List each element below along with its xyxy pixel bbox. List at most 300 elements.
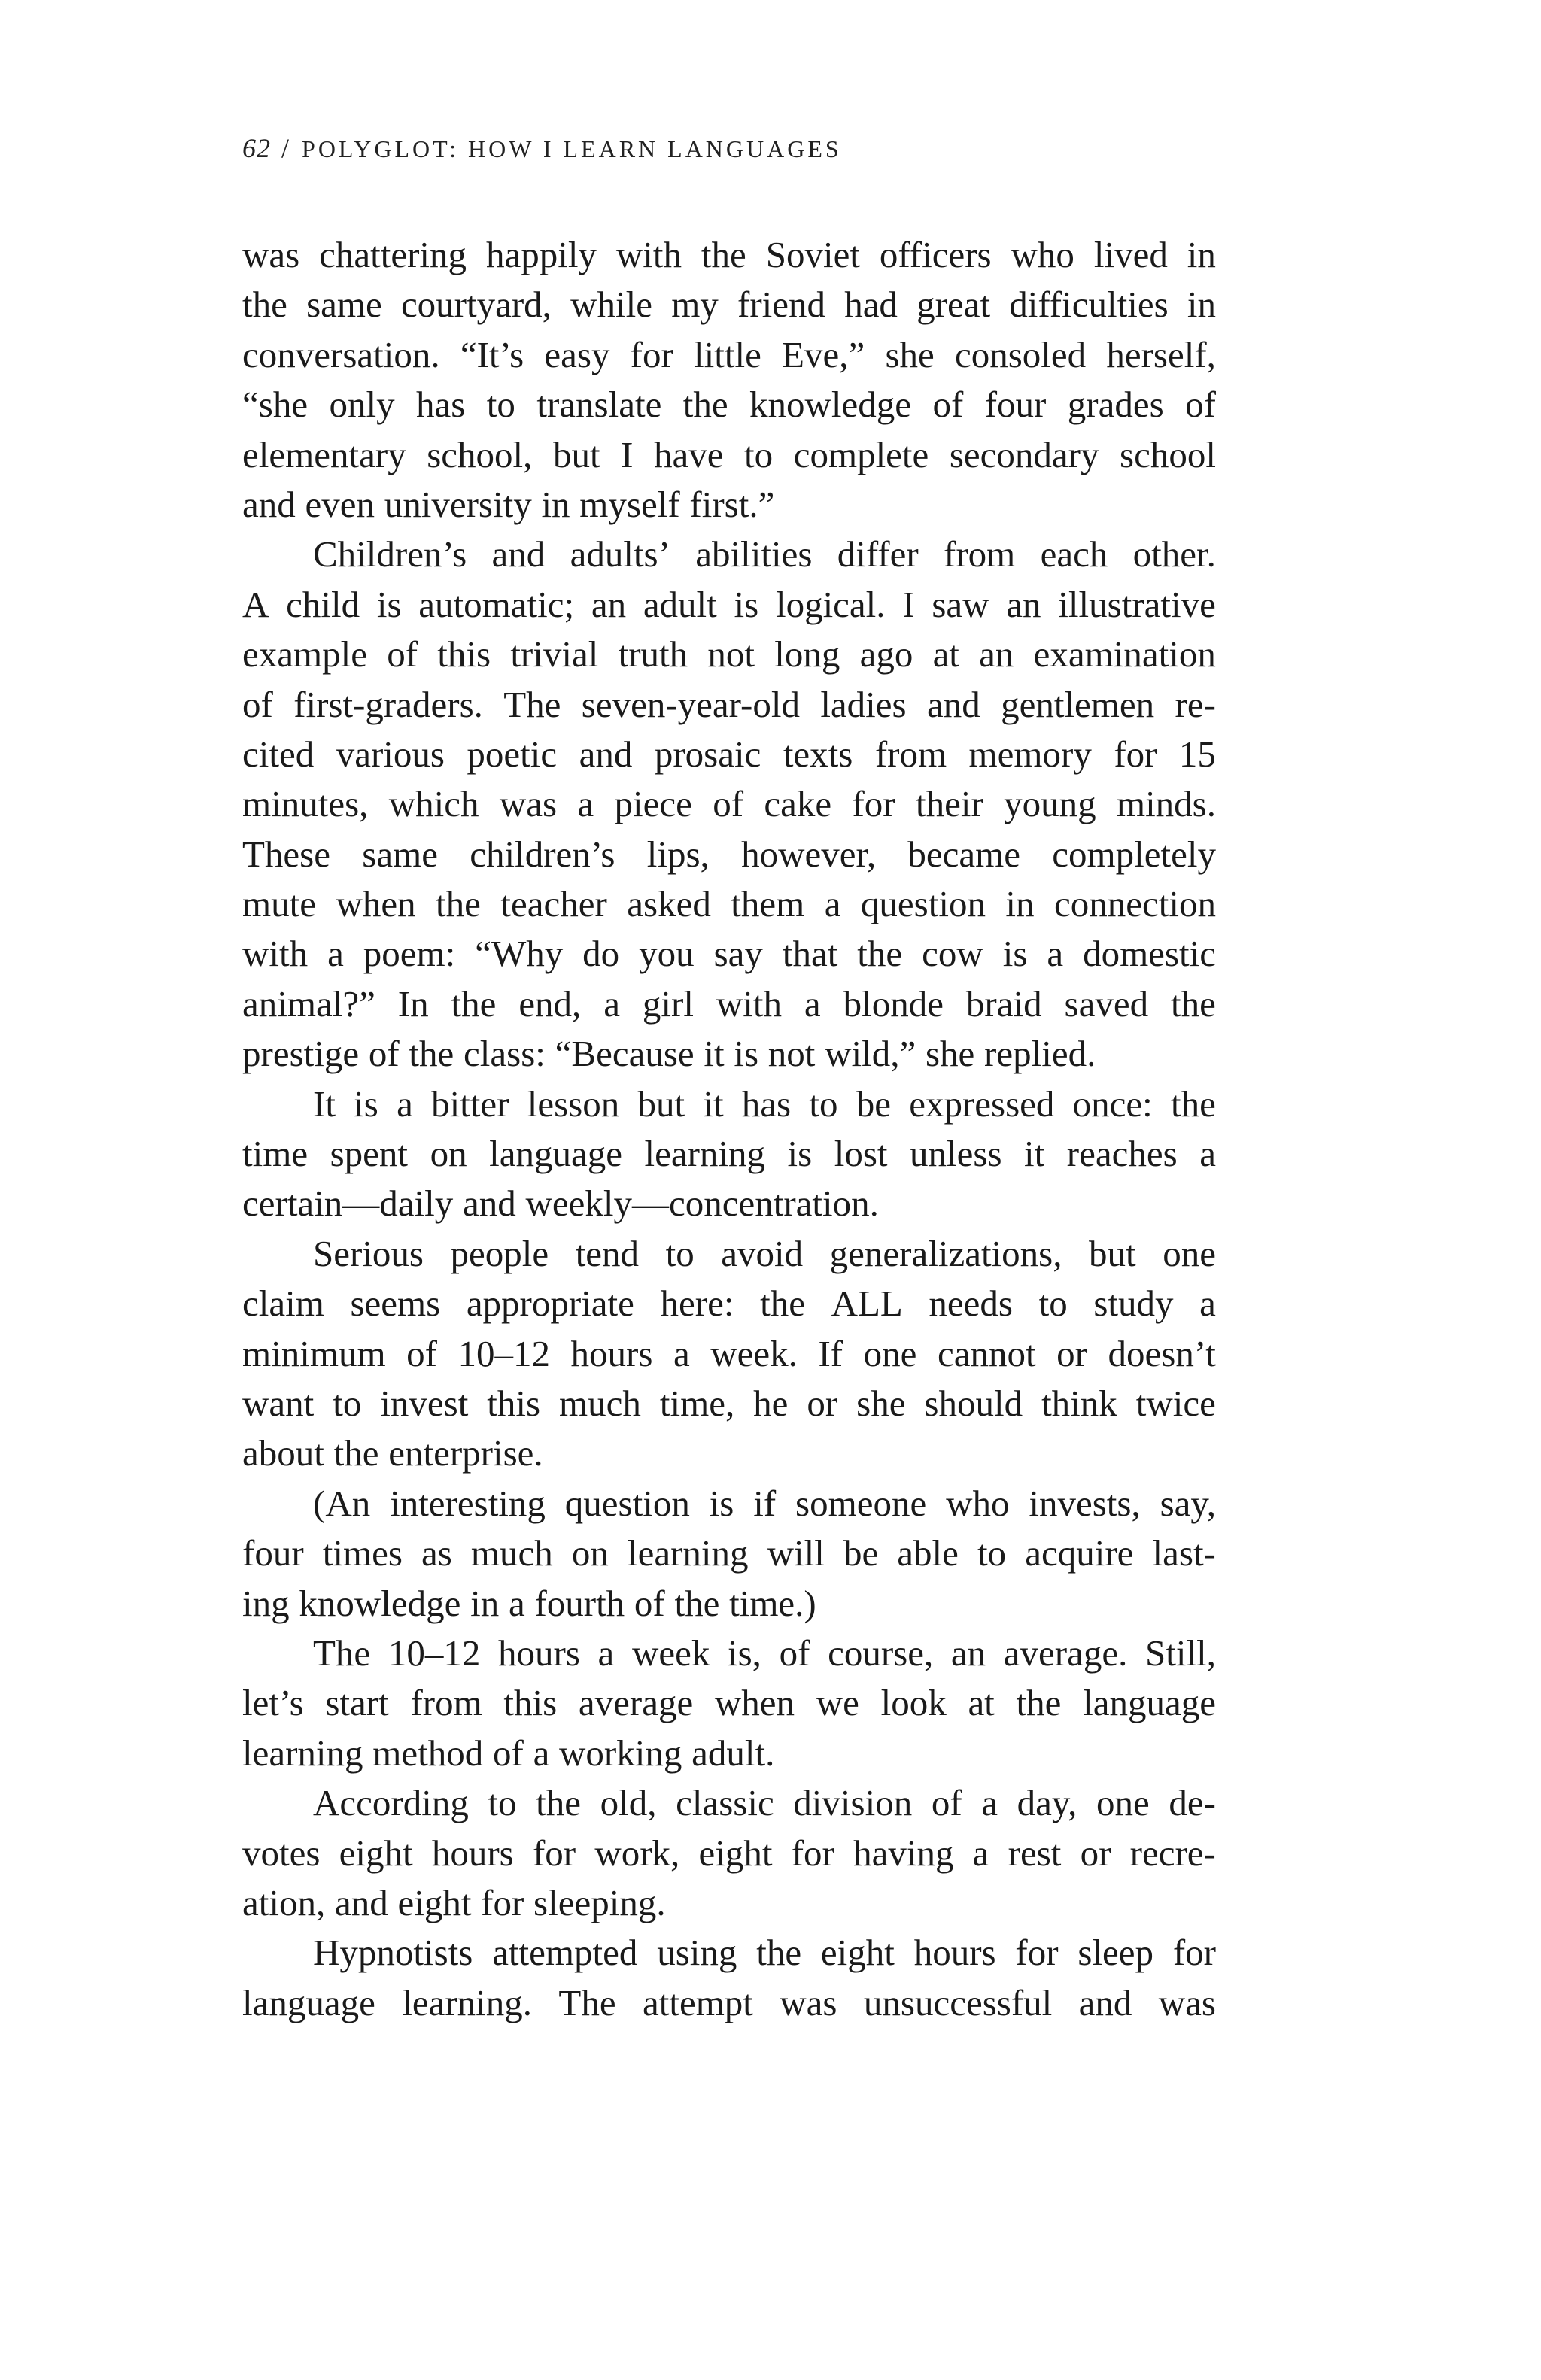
word: Children’s (313, 533, 467, 575)
text-line (242, 380, 1216, 430)
word: one (1163, 1232, 1216, 1274)
word: a (533, 1732, 550, 1774)
text-line (242, 1829, 1216, 1878)
text-line (242, 1279, 1216, 1328)
word: other. (1132, 533, 1216, 575)
text-line (242, 1079, 1216, 1129)
word: adult. (691, 1732, 775, 1774)
word: unsuccessful (863, 1981, 1053, 2023)
word: here: (660, 1283, 734, 1325)
word: was (780, 1981, 837, 2023)
text-line (242, 230, 1216, 280)
word: lips, (646, 833, 710, 875)
word: friend (737, 284, 825, 326)
word: let’s (242, 1682, 304, 1724)
word: in (541, 483, 570, 525)
word: not (707, 633, 755, 675)
word: having (853, 1832, 954, 1874)
word: texts (783, 733, 853, 775)
word: unless (910, 1133, 1002, 1175)
word: eight (820, 1932, 895, 1974)
word: “she (242, 384, 309, 426)
word: university (384, 483, 532, 525)
word: using (657, 1932, 737, 1974)
text-line (242, 430, 1216, 480)
word: is (354, 1082, 378, 1125)
word: learning (627, 1532, 749, 1574)
word: for (532, 1832, 576, 1874)
text-line (242, 680, 1216, 730)
word: a (597, 1632, 615, 1674)
word: eight (339, 1832, 413, 1874)
page-number: 62 (242, 133, 271, 163)
word: The (558, 1981, 616, 2023)
word: average. (1003, 1632, 1128, 1674)
word: it (703, 1082, 724, 1125)
word: times (322, 1532, 403, 1574)
word: at (968, 1682, 995, 1724)
word: the (674, 1582, 720, 1624)
word: ALL (831, 1283, 903, 1325)
word: or (1080, 1832, 1111, 1874)
text-line (242, 1778, 1216, 1828)
word: want (242, 1382, 315, 1424)
text-line (242, 1428, 1216, 1478)
word: she (856, 1382, 906, 1424)
word: secondary (949, 433, 1099, 475)
word: In (397, 982, 429, 1025)
word: say, (1160, 1482, 1216, 1524)
word: complete (793, 433, 929, 475)
word: will (767, 1532, 825, 1574)
word: last- (1152, 1532, 1216, 1574)
word: a (1199, 1283, 1216, 1325)
word: she (885, 333, 935, 375)
text-line (242, 1579, 1216, 1629)
word: courtyard, (400, 284, 552, 326)
word: to (488, 1782, 517, 1824)
word: certain—daily (242, 1182, 454, 1225)
word: however, (741, 833, 877, 875)
word: seems (350, 1283, 441, 1325)
word: an (1006, 583, 1041, 625)
word: was (242, 234, 300, 275)
word: time, (659, 1382, 735, 1424)
word: of (634, 1582, 665, 1624)
word: minutes, (242, 783, 369, 825)
text-line (242, 979, 1216, 1029)
word: learning (242, 1732, 363, 1774)
text-line (242, 779, 1216, 829)
word: language (242, 1981, 375, 2023)
word: lived (1093, 234, 1168, 275)
word: Still, (1145, 1632, 1216, 1674)
word: for (1172, 1932, 1216, 1974)
word: minds. (1116, 783, 1216, 825)
text-line (242, 929, 1216, 979)
word: say (713, 933, 763, 975)
word: consoled (954, 333, 1087, 375)
word: and (334, 1881, 388, 1923)
word: the (409, 1033, 454, 1075)
word: completely (1052, 833, 1216, 875)
text-line (242, 1878, 1216, 1928)
word: a (397, 1082, 413, 1125)
word: as (421, 1532, 452, 1574)
word: or (1056, 1332, 1087, 1374)
word: little (694, 333, 761, 375)
word: or (807, 1382, 838, 1424)
word: adult (643, 583, 717, 625)
word: of (713, 783, 744, 825)
word: happily (485, 234, 597, 275)
text-line (242, 1379, 1216, 1428)
word: difficulties (1009, 284, 1169, 326)
word: is (376, 583, 402, 625)
word: has (741, 1082, 792, 1125)
word: on (571, 1532, 609, 1574)
text-line (242, 1528, 1216, 1578)
word: classic (676, 1782, 774, 1824)
word: from (944, 533, 1016, 575)
word: has (416, 384, 466, 426)
word: of (931, 1782, 962, 1824)
text-line (242, 830, 1216, 879)
word: gentlemen (1001, 683, 1155, 725)
word: in (1187, 284, 1216, 326)
word: prestige (242, 1033, 360, 1075)
word: same (306, 284, 382, 326)
word: poem: (363, 933, 456, 975)
word: tend (575, 1232, 640, 1274)
word: invest (380, 1382, 469, 1424)
word: conversation. (242, 333, 440, 375)
word: we (816, 1682, 859, 1724)
word: the (857, 933, 903, 975)
word: for (852, 783, 895, 825)
word: saw (932, 583, 989, 625)
word: the (451, 982, 497, 1025)
body-text (242, 230, 1216, 2028)
word: class: (464, 1033, 546, 1075)
word: if (753, 1482, 777, 1524)
word: in (1005, 883, 1035, 925)
word: the (1171, 982, 1216, 1025)
word: their (915, 783, 983, 825)
word: about (242, 1432, 324, 1474)
word: an (591, 583, 627, 625)
word: braid (965, 982, 1042, 1025)
word: a (508, 1582, 525, 1624)
word: eight (698, 1832, 773, 1874)
word: is (1002, 933, 1028, 975)
word: reaches (1066, 1133, 1178, 1175)
word: is (734, 1033, 759, 1075)
word: four (984, 384, 1047, 426)
word: which (388, 783, 479, 825)
word: working (559, 1732, 682, 1774)
word: adults’ (570, 533, 670, 575)
word: old, (600, 1782, 657, 1824)
word: for (1015, 1932, 1059, 1974)
word: time.) (729, 1582, 816, 1624)
word: for (630, 333, 673, 375)
word: logical. (775, 583, 886, 625)
word: 15 (1178, 733, 1216, 775)
word: replied. (984, 1033, 1096, 1075)
word: that (782, 933, 838, 975)
word: week (631, 1632, 710, 1674)
word: ago (859, 633, 913, 675)
word: for (1114, 733, 1157, 775)
text-line (242, 1229, 1216, 1279)
word: my (671, 284, 719, 326)
book-title: POLYGLOT: HOW I LEARN LANGUAGES (302, 135, 842, 162)
word: knowledge (299, 1582, 461, 1624)
word: “It’s (460, 333, 524, 375)
word: ation, (242, 1881, 326, 1923)
word: with (242, 933, 309, 975)
word: of (368, 1033, 400, 1075)
word: twice (1135, 1382, 1216, 1424)
word: eight (397, 1881, 472, 1923)
word: needs (929, 1283, 1013, 1325)
word: truth (618, 633, 688, 675)
word: re- (1175, 683, 1216, 725)
word: memory (968, 733, 1092, 775)
text-line (242, 1928, 1216, 1978)
word: each (1040, 533, 1108, 575)
word: a (327, 933, 344, 975)
word: mute (242, 883, 316, 925)
word: much (559, 1382, 641, 1424)
word: question (564, 1482, 690, 1524)
word: this (487, 1382, 541, 1424)
word: bitter (431, 1082, 509, 1125)
word: the (333, 1432, 379, 1474)
word: but (552, 433, 600, 475)
word: and (242, 483, 296, 525)
word: officers (879, 234, 992, 275)
word: to (1038, 1283, 1068, 1325)
word: division (793, 1782, 913, 1824)
word: was (499, 783, 558, 825)
word: a (577, 783, 594, 825)
word: attempted (492, 1932, 638, 1974)
text-line (242, 1479, 1216, 1528)
word: animal?” (242, 982, 375, 1025)
word: claim (242, 1283, 324, 1325)
word: became (907, 833, 1020, 875)
word: the (436, 883, 481, 925)
word: be (856, 1082, 891, 1125)
word: great (916, 284, 991, 326)
word: generalizations, (829, 1232, 1062, 1274)
word: to (977, 1532, 1007, 1574)
word: same (362, 833, 438, 875)
word: Serious (313, 1232, 424, 1274)
word: be (843, 1532, 879, 1574)
text-line (242, 730, 1216, 779)
word: I (902, 583, 915, 625)
text-line (242, 630, 1216, 679)
word: think (1041, 1382, 1117, 1424)
word: seven-year-old (581, 683, 800, 725)
word: language (489, 1133, 622, 1175)
word: asked (627, 883, 711, 925)
word: in (470, 1582, 500, 1624)
word: do (582, 933, 620, 975)
word: the (1016, 1682, 1062, 1724)
word: she (925, 1033, 975, 1075)
word: It (313, 1082, 336, 1125)
text-line (242, 330, 1216, 380)
word: sleeping. (533, 1881, 666, 1923)
word: various (336, 733, 445, 775)
word: votes (242, 1832, 321, 1874)
word: a (981, 1782, 998, 1824)
word: for (791, 1832, 834, 1874)
word: the (682, 384, 728, 426)
word: young (1004, 783, 1096, 825)
word: the (701, 234, 746, 275)
word: “Why (475, 933, 564, 975)
word: of (779, 1632, 810, 1674)
word: differ (837, 533, 919, 575)
word: rest (1008, 1832, 1062, 1874)
word: of (932, 384, 964, 426)
word: to (744, 433, 774, 475)
word: Eve,” (782, 333, 865, 375)
word: but (637, 1082, 685, 1125)
word: he (753, 1382, 789, 1424)
word: a (1047, 933, 1064, 975)
word: is (787, 1133, 813, 1175)
word: had (844, 284, 898, 326)
word: cake (764, 783, 832, 825)
word: myself (579, 483, 680, 525)
word: look (880, 1682, 947, 1724)
word: the (760, 1283, 805, 1325)
word: have (653, 433, 724, 475)
word: them (731, 883, 805, 925)
word: much (470, 1532, 553, 1574)
word: and (1078, 1981, 1132, 2023)
word: of (406, 1332, 437, 1374)
word: hours (913, 1932, 996, 1974)
word: a (603, 982, 620, 1025)
word: of (387, 633, 418, 675)
word: of (493, 1732, 524, 1774)
word: fourth (534, 1582, 625, 1624)
text-line (242, 530, 1216, 579)
word: in (1187, 234, 1216, 275)
word: able (897, 1532, 959, 1574)
word: of (1185, 384, 1216, 426)
word: spent (330, 1133, 409, 1175)
word: easy (544, 333, 610, 375)
word: grades (1067, 384, 1164, 426)
word: and (579, 733, 633, 775)
word: and (463, 1182, 516, 1225)
word: from (410, 1682, 482, 1724)
word: who (1011, 234, 1074, 275)
word: poetic (467, 733, 558, 775)
word: it (1024, 1133, 1045, 1175)
word: to (809, 1082, 838, 1125)
word: lesson (527, 1082, 620, 1125)
word: invests, (1029, 1482, 1141, 1524)
word: blonde (843, 982, 944, 1025)
word: learning. (402, 1981, 533, 2023)
word: at (932, 633, 959, 675)
word: According (313, 1782, 469, 1824)
word: 10–12 (388, 1632, 481, 1674)
word: the (1171, 1082, 1216, 1125)
word: and (491, 533, 546, 575)
word: sleep (1077, 1932, 1154, 1974)
word: A (242, 583, 269, 625)
text-line (242, 879, 1216, 929)
word: day, (1017, 1782, 1077, 1824)
word: Soviet (765, 234, 860, 275)
word: a (804, 982, 821, 1025)
word: translate (536, 384, 662, 426)
word: (An (313, 1482, 371, 1524)
word: I (621, 433, 634, 475)
word: first.” (689, 483, 775, 525)
word: when (336, 883, 416, 925)
text-line (242, 1329, 1216, 1379)
word: hours (431, 1832, 514, 1874)
word: cited (242, 733, 315, 775)
word: abilities (695, 533, 813, 575)
word: If (818, 1332, 843, 1374)
word: automatic; (418, 583, 575, 625)
word: examination (1033, 633, 1216, 675)
word: this (503, 1682, 558, 1724)
text-line (242, 1629, 1216, 1678)
word: but (1089, 1232, 1136, 1274)
word: trivial (510, 633, 599, 675)
word: a (972, 1832, 989, 1874)
word: this (437, 633, 491, 675)
word: method (372, 1732, 484, 1774)
word: from (874, 733, 947, 775)
word: for (481, 1881, 524, 1923)
word: cow (922, 933, 983, 975)
word: wild,” (825, 1033, 916, 1075)
word: avoid (721, 1232, 804, 1274)
word: teacher (500, 883, 607, 925)
word: elementary (242, 433, 406, 475)
word: cannot (937, 1332, 1036, 1374)
word: ladies (820, 683, 907, 725)
word: an (950, 1632, 986, 1674)
text-line (242, 1029, 1216, 1079)
word: domestic (1083, 933, 1216, 975)
word: expressed (909, 1082, 1055, 1125)
word: acquire (1025, 1532, 1134, 1574)
word: lost (834, 1133, 888, 1175)
word: to (665, 1232, 695, 1274)
word: school (1120, 433, 1216, 475)
word: knowledge (749, 384, 912, 426)
word: week. (710, 1332, 798, 1374)
word: the (756, 1932, 802, 1974)
text-line (242, 1729, 1216, 1778)
word: connection (1054, 883, 1216, 925)
